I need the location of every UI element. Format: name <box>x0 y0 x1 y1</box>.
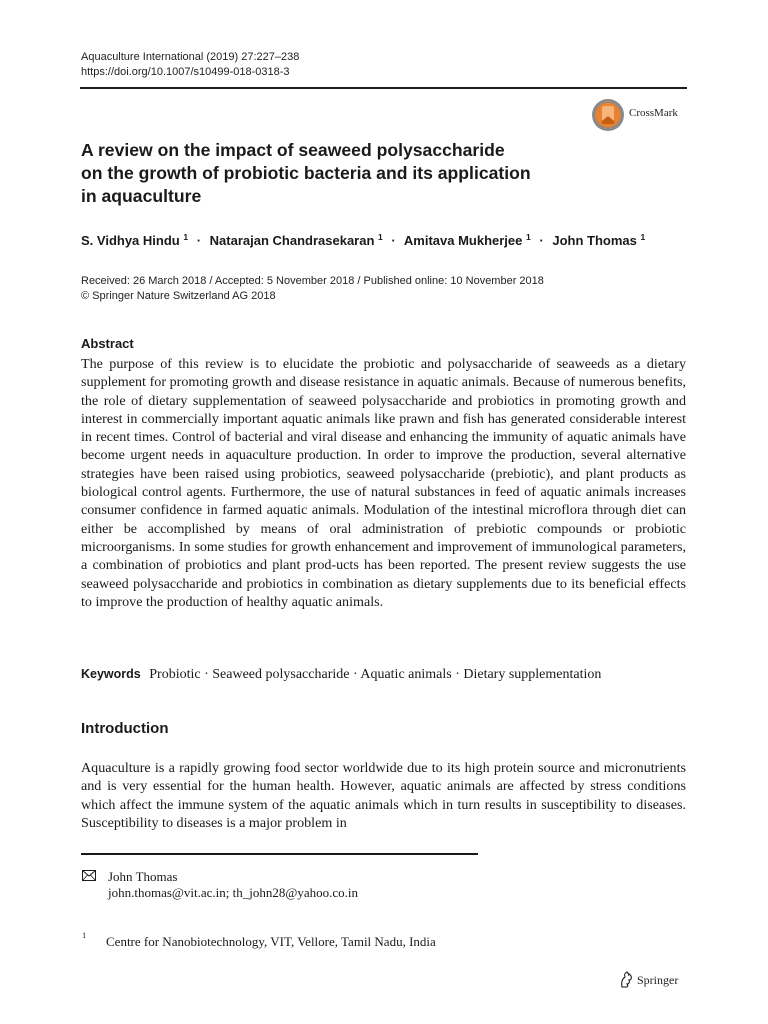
title-line-1: A review on the impact of seaweed polysaccharide <box>81 140 505 160</box>
keywords-text: Probiotic · Seaweed polysaccharide · Aquatic animals · Dietary supplementation <box>149 667 602 682</box>
journal-line: Aquaculture International (2019) 27:227–238 <box>81 51 300 63</box>
publication-dates <box>81 274 544 304</box>
springer-logo <box>619 971 699 991</box>
author-affiliation-sup: 1 <box>526 232 531 242</box>
springer-label: Springer <box>637 973 679 987</box>
header-rule <box>80 87 687 89</box>
springer-horse-icon <box>619 971 635 989</box>
author-separator: · <box>196 233 202 248</box>
author-affiliation-sup: 1 <box>378 232 383 242</box>
introduction-heading: Introduction <box>81 720 169 737</box>
author-affiliation-sup: 1 <box>183 232 189 242</box>
keywords-label: Keywords <box>81 667 141 681</box>
dates-line: Received: 26 March 2018 / Accepted: 5 November 2018 / Published online: 10 November 2018 <box>81 275 544 287</box>
crossmark-label: CrossMark <box>629 107 678 119</box>
copyright-line: © Springer Nature Switzerland AG 2018 <box>81 290 276 302</box>
author-affiliation-sup: 1 <box>640 232 646 242</box>
crossmark-badge[interactable] <box>591 97 691 133</box>
affiliation: Centre for Nanobiotechnology, VIT, Vellore, Tamil Nadu, India <box>106 934 436 949</box>
abstract-heading: Abstract <box>81 336 134 351</box>
keywords <box>81 667 601 683</box>
affiliation-number: 1 <box>82 930 87 940</box>
author-name[interactable]: S. Vidhya Hindu <box>81 233 180 248</box>
author-name[interactable]: Amitava Mukherjee <box>403 233 523 248</box>
crossmark-icon <box>591 97 625 133</box>
author-separator: · <box>391 233 396 248</box>
doi-link[interactable]: https://doi.org/10.1007/s10499-018-0318-3 <box>81 66 290 78</box>
author-name[interactable]: John Thomas <box>552 233 637 248</box>
footnote-rule <box>81 853 478 855</box>
abstract-text: The purpose of this review is to elucidate the probiotic and polysaccharide of seaweeds as a dietary supplement for promoting growth and disease resistance in aquatic animals. Because of numerous benefits, the role of dietary supplementation of seaweed polysaccharide and probiotics in promoting growth and interest in commercially important aquatic animals like prawn and fish has generated considerable interest in recent times. Control of bacterial and viral disease and enhancing the immunity of aquatic animals have become urgent needs in aquaculture production. In order to improve the production, several alternative strategies have been raised using probiotics, seaweed polysaccharide (prebiotic), and plant products as biological control agents. Furthermore, the use of natural substances in feed of aquatic animals increases consumer confidence in farmed aquatic animals. Modulation of the intestinal microflora through diet can either be accomplished by means of oral administration of prebiotic compounds or probiotic microorganisms. In some studies for growth enhancement and improvement of immunological parameters, a combination of probiotics and plant prod-ucts has been reported. The present review suggests the use seaweed polysaccharide and probiotics in combination as dietary supplements due to its beneficial effects to improve the production of healthy aquatic animals. <box>81 356 686 610</box>
author-list <box>81 232 645 248</box>
contact-name: John Thomas <box>108 869 178 884</box>
journal-citation <box>81 50 299 80</box>
title-line-2: on the growth of probiotic bacteria and its application <box>81 163 531 183</box>
title-line-3: in aquaculture <box>81 186 202 206</box>
introduction-text: Aquaculture is a rapidly growing food sector worldwide due to its high protein source and micronutrients and is very essential for the human health. However, aquatic animals are affected by stress conditions which affect the immune system of the aquatic animals which in turn results in susceptibility to diseases. Susceptibility to diseases is a major problem in <box>81 760 686 831</box>
envelope-icon <box>82 870 96 881</box>
author-separator: · <box>539 233 544 248</box>
article-title <box>81 139 601 208</box>
contact-email[interactable]: john.thomas@vit.ac.in; th_john28@yahoo.co.in <box>108 885 358 900</box>
author-name[interactable]: Natarajan Chandrasekaran <box>209 233 375 248</box>
